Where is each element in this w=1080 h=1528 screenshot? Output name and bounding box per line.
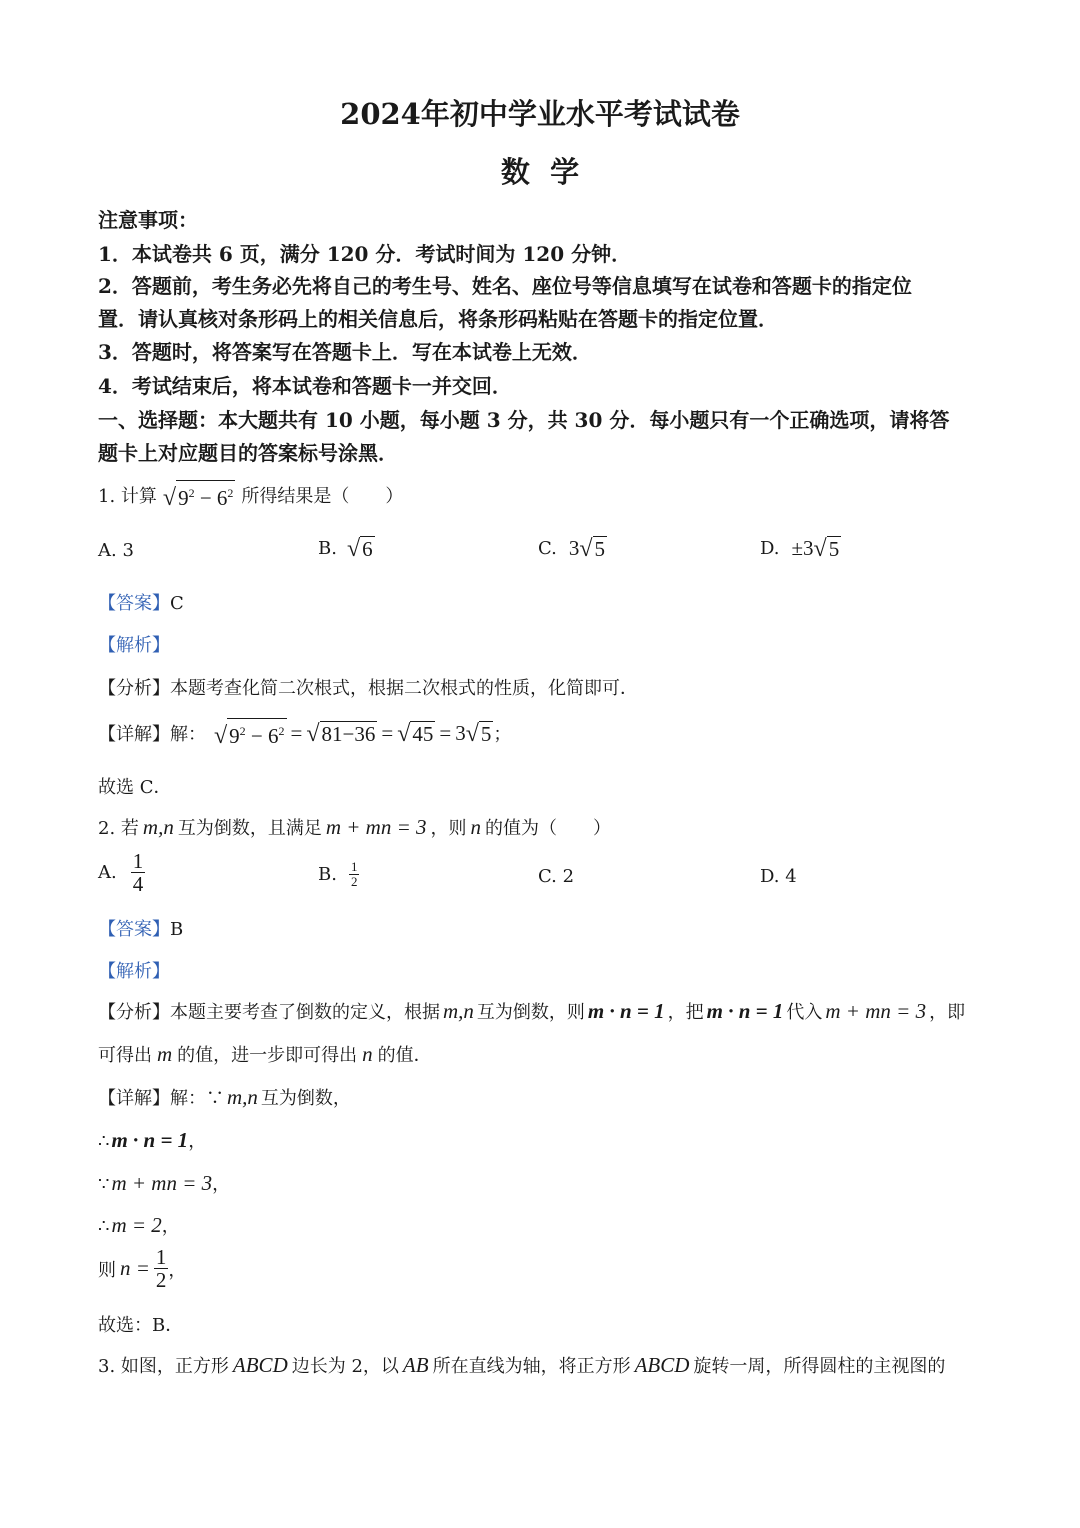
q2-option-b: B. $\frac{1}{2}$ [318, 859, 358, 889]
section-heading-line2: 题卡上对应题目的答案标号涂黑． [98, 441, 398, 465]
q1-conclusion: 故选 C． [98, 777, 172, 798]
notice-heading: 注意事项： [98, 208, 198, 232]
q2-step-3: ∴ m = 2 ， [98, 1213, 180, 1237]
q2-conclusion: 故选：B． [98, 1315, 184, 1336]
q1-answer: 【答案】C [98, 593, 184, 614]
notice-item-1: 1．本试卷共 6 页，满分 120 分．考试时间为 120 分钟． [98, 242, 632, 266]
question-2: 2. 若 m,n 互为倒数，且满足 m + mn = 3 ，则 n 的值为（ ） [98, 815, 612, 839]
subject-title: 数 学 [500, 155, 580, 189]
answer-label: 【答案】 [98, 593, 170, 614]
notice-item-4: 4．考试结束后，将本试卷和答题卡一并交回． [98, 374, 512, 398]
question-1 [98, 480, 403, 510]
q2-step-4: 则 n = $\frac{1}{2}$ ， [98, 1245, 187, 1293]
q2-option-c: C. 2 [538, 866, 575, 887]
question-3: 3. 如图，正方形 ABCD 边长为 2，以 AB 所在直线为轴，将正方形 ABCD 旋转一周，所得圆柱的主视图的 [98, 1353, 946, 1377]
q1-option-b: B. √ 6 [318, 536, 373, 562]
q1-fenxi: 【分析】本题考查化简二次根式，根据二次根式的性质，化简即可． [98, 678, 638, 699]
q1-detail: 【详解】 解： √ $9^2 - 6^2$ = √ 81−36 = √ 45 = 3 √ 5 ； [98, 718, 511, 748]
q2-step-1: ∴ m · n = 1 ， [98, 1128, 207, 1152]
exam-title: 2024年初中学业水平考试试卷 [340, 97, 740, 131]
q1-prefix: 1. 计算 [98, 486, 157, 507]
q2-option-a: A. $\frac{1}{4}$ [98, 849, 144, 897]
q1-option-c: C. 3 √ 5 [538, 536, 606, 562]
q1-sqrt-expression: √ $9^2 - 6^2$ [163, 480, 236, 510]
notice-item-3: 3．答题时，将答案写在答题卡上．写在本试卷上无效． [98, 340, 592, 364]
q2-answer: 【答案】B [98, 919, 184, 940]
section-heading-line1: 一、选择题：本大题共有 10 小题，每小题 3 分，共 30 分．每小题只有一个正确选项，请将答 [98, 408, 950, 432]
q2-analysis-label: 【解析】 [98, 961, 170, 982]
q2-fenxi-line2: 可得出 m 的值，进一步即可得出 n 的值． [98, 1042, 432, 1066]
q2-step-2: ∵ m + mn = 3 ， [98, 1171, 231, 1195]
q1-option-a: A. 3 [98, 540, 134, 561]
q1-analysis-label: 【解析】 [98, 635, 170, 656]
q1-suffix: 所得结果是（ ） [241, 486, 404, 507]
q2-option-d: D. 4 [760, 866, 797, 887]
q1-option-d: D. ±3 √ 5 [760, 536, 840, 562]
notice-item-2: 2．答题前，考生务必先将自己的考生号、姓名、座位号等信息填写在试卷和答题卡的指定位 [98, 274, 912, 298]
q2-detail: 【详解】 解：∵ m,n 互为倒数， [98, 1085, 351, 1109]
q2-fenxi-line1: 【分析】 本题主要考查了倒数的定义，根据 m,n 互为倒数，则 m · n = 1 ，把 m · n = 1 代入 m + mn = 3 ，即 [98, 999, 966, 1023]
notice-item-2-cont: 置．请认真核对条形码上的相关信息后，将条形码粘贴在答题卡的指定位置． [98, 307, 778, 331]
